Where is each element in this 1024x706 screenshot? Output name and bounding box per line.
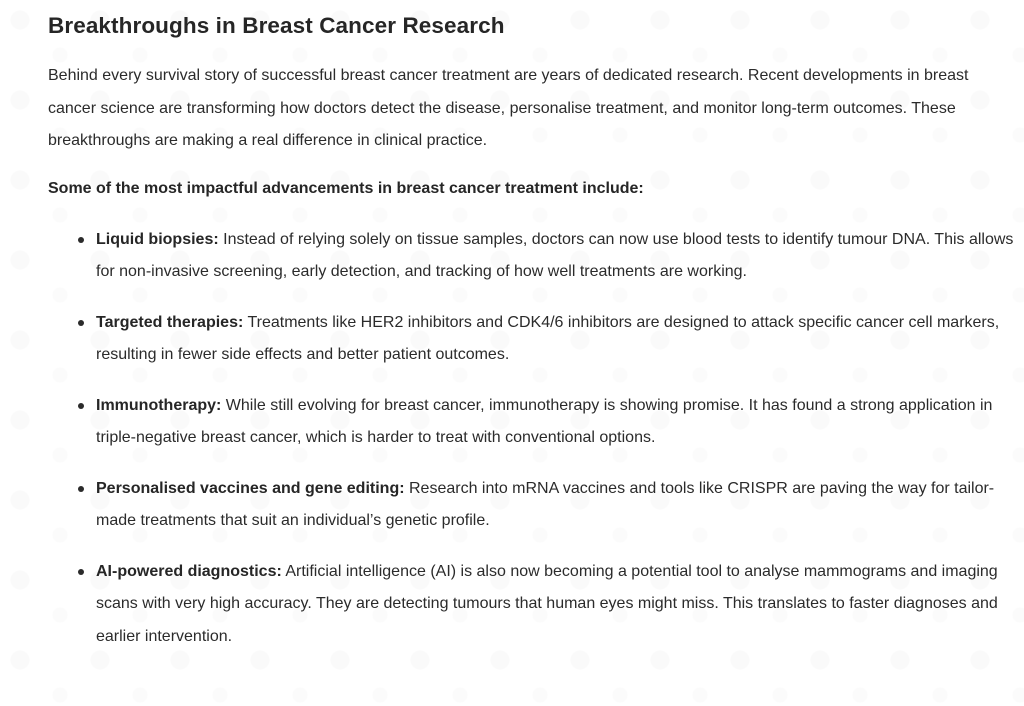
item-text: Treatments like HER2 inhibitors and CDK4/6 inhibitors are designed to attack specific cancer cell markers, resulting in fewer side effects and better patient outcomes. [96, 313, 1000, 363]
list-item-targeted-therapies [48, 307, 1014, 372]
list-item-immunotherapy [48, 390, 1014, 455]
item-term: Immunotherapy: [96, 396, 222, 414]
bullet-icon [78, 403, 84, 409]
list-item-ai-diagnostics [48, 556, 1014, 654]
advancements-list [48, 224, 1014, 654]
item-text: Instead of relying solely on tissue samples, doctors can now use blood tests to identify tumour DNA. This allows for non-invasive screening, early detection, and tracking of how well treatments are working. [96, 230, 1014, 280]
list-item-personalised-vaccines [48, 473, 1014, 538]
article [48, 10, 1014, 671]
bullet-icon [78, 237, 84, 243]
item-term: AI-powered diagnostics: [96, 562, 282, 580]
bullet-icon [78, 486, 84, 492]
item-term: Personalised vaccines and gene editing: [96, 479, 405, 497]
intro-paragraph: Behind every survival story of successful breast cancer treatment are years of dedicated research. Recent developments in breast cancer science are transforming how doctors detect the disease, personalise treatment, and monitor long-term outcomes. These breakthroughs are making a real difference in clinical practice. [48, 67, 969, 149]
article-title: Breakthroughs in Breast Cancer Research [48, 13, 505, 38]
item-term: Targeted therapies: [96, 313, 244, 331]
item-text: Artificial intelligence (AI) is also now becoming a potential tool to analyse mammograms and imaging scans with very high accuracy. They are detecting tumours that human eyes might miss. This translates to faster diagnoses and earlier intervention. [96, 562, 998, 645]
bullet-icon [78, 320, 84, 326]
bullet-icon [78, 569, 84, 575]
item-text: While still evolving for breast cancer, immunotherapy is showing promise. It has found a strong application in triple-negative breast cancer, which is harder to treat with conventional options. [96, 396, 993, 446]
item-text: Research into mRNA vaccines and tools like CRISPR are paving the way for tailor-made treatments that suit an individual’s genetic profile. [96, 479, 995, 529]
advancements-lead: Some of the most impactful advancements in breast cancer treatment include: [48, 179, 644, 197]
item-term: Liquid biopsies: [96, 230, 219, 248]
list-item-liquid-biopsies [48, 224, 1014, 289]
